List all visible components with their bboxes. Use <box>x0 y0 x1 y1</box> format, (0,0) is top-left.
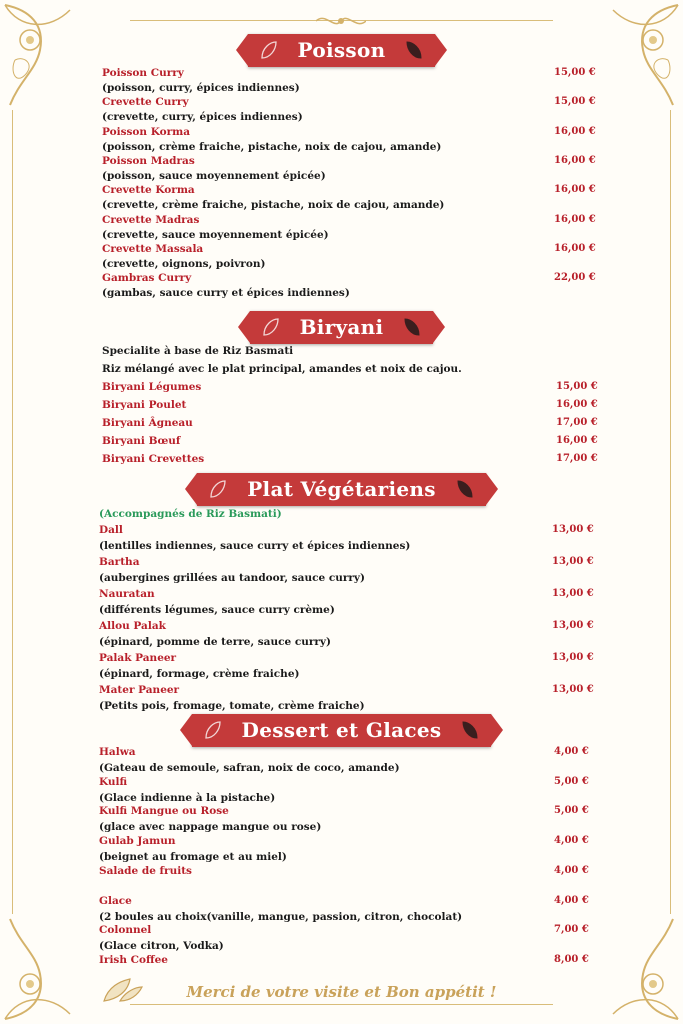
biryani-intro-2: Riz mélangé avec le plat principal, amandes et noix de cajou. <box>102 363 462 375</box>
menu-item-name: Crevette Madras <box>102 213 200 226</box>
menu-item-price: 15,00 € <box>556 381 598 392</box>
menu-item-description: (poisson, crème fraiche, pistache, noix de cajou, amande) <box>102 140 442 153</box>
menu-item-price: 4,00 € <box>554 894 589 906</box>
menu-item-description: (crevette, crème fraiche, pistache, noix de cajou, amande) <box>102 199 445 212</box>
menu-item-price: 7,00 € <box>554 924 589 936</box>
menu-item-description: (gambas, sauce curry et épices indiennes) <box>102 287 350 300</box>
menu-item-price: 5,00 € <box>554 775 589 787</box>
bottom-border-line <box>130 1004 553 1005</box>
menu-item-name: Glace <box>99 894 132 907</box>
menu-item-description: (crevette, sauce moyennement épicée) <box>102 228 329 241</box>
menu-item-price: 13,00 € <box>552 524 594 535</box>
menu-item-name: Dall <box>99 524 123 536</box>
menu-item-name: Crevette Massala <box>102 242 204 255</box>
menu-item-price: 4,00 € <box>554 864 589 876</box>
section-banner-poisson <box>0 34 683 67</box>
menu-item-price: 4,00 € <box>554 746 589 757</box>
menu-item-description: (crevette, oignons, poivron) <box>102 257 266 270</box>
menu-item-name: Salade de fruits <box>99 864 192 877</box>
menu-item-price: 13,00 € <box>552 620 594 631</box>
menu-item-price: 15,00 € <box>554 67 596 78</box>
menu-item-name: Palak Paneer <box>99 652 177 664</box>
vegetarien-note: (Accompagnés de Riz Basmati) <box>99 508 282 520</box>
leaf-icon <box>405 40 423 60</box>
leaf-icon <box>461 720 479 740</box>
ornament-bottom-right-icon <box>603 914 683 1024</box>
menu-item-description: (crevette, curry, épices indiennes) <box>102 111 303 124</box>
menu-item-name: Kulfi <box>99 775 128 788</box>
section-banner-vegetarien <box>0 473 683 506</box>
menu-item-price: 5,00 € <box>554 805 589 817</box>
menu-item-name: Nauratan <box>99 588 155 600</box>
menu-item-price: 8,00 € <box>554 953 589 965</box>
menu-item-name: Gulab Jamun <box>99 835 176 848</box>
menu-item-description: (lentilles indiennes, sauce curry et épices indiennes) <box>99 540 411 552</box>
menu-item-price: 16,00 € <box>556 435 598 446</box>
menu-item-name: Kulfi Mangue ou Rose <box>99 805 229 818</box>
menu-item-name: Gambras Curry <box>102 272 192 285</box>
menu-item-description: (aubergines grillées au tandoor, sauce curry) <box>99 572 365 584</box>
menu-item-name: Biryani Âgneau <box>102 417 193 429</box>
menu-item-price: 13,00 € <box>552 652 594 663</box>
menu-item-description: (épinard, pomme de terre, sauce curry) <box>99 636 332 648</box>
menu-item-price: 13,00 € <box>552 588 594 599</box>
section-title-vegetarien: Plat Végétariens <box>247 477 436 501</box>
menu-item-description: (glace avec nappage mangue ou rose) <box>99 821 322 834</box>
menu-item-name: Irish Coffee <box>99 953 168 966</box>
menu-item-price: 16,00 € <box>554 184 596 196</box>
menu-item-price: 16,00 € <box>554 154 596 166</box>
footer-message: Merci de votre visite et Bon appétit ! <box>186 983 497 1001</box>
section-banner-dessert <box>0 714 683 747</box>
menu-item-description: (poisson, sauce moyennement épicée) <box>102 169 326 182</box>
menu-item-price: 17,00 € <box>556 417 598 428</box>
right-border-line <box>670 110 671 914</box>
menu-item-name: Bartha <box>99 556 140 568</box>
biryani-intro-1: Specialite à base de Riz Basmati <box>102 345 294 357</box>
menu-item-price: 16,00 € <box>556 399 598 410</box>
menu-item-description: (Petits pois, fromage, tomate, crème fraiche) <box>99 700 365 712</box>
leaf-icon <box>262 317 280 337</box>
menu-item-name: Mater Paneer <box>99 684 180 696</box>
menu-item-name: Biryani Légumes <box>102 381 202 393</box>
menu-item-name: Colonnel <box>99 924 152 937</box>
menu-item-name: Poisson Madras <box>102 154 195 167</box>
leaf-icon <box>209 479 227 499</box>
menu-item-price: 13,00 € <box>552 684 594 695</box>
menu-item-price: 17,00 € <box>556 453 598 464</box>
menu-item-price: 4,00 € <box>554 835 589 847</box>
menu-item-description: (épinard, formage, crème fraiche) <box>99 668 300 680</box>
menu-item-description: (différents légumes, sauce curry crème) <box>99 604 335 616</box>
leaf-icon <box>403 317 421 337</box>
section-title-poisson: Poisson <box>297 38 386 62</box>
left-border-line <box>12 110 13 914</box>
menu-item-name: Crevette Curry <box>102 96 189 109</box>
ornament-bottom-left-icon <box>0 914 80 1024</box>
menu-item-name: Poisson Korma <box>102 125 191 138</box>
menu-item-price: 22,00 € <box>554 272 596 284</box>
menu-item-name: Biryani Poulet <box>102 399 187 411</box>
top-center-ornament-icon <box>316 12 366 30</box>
menu-item-description: (2 boules au choix(vanille, mangue, passion, citron, chocolat) <box>99 910 463 923</box>
section-title-biryani: Biryani <box>299 315 384 339</box>
menu-item-price: 15,00 € <box>554 96 596 108</box>
menu-item-name: Crevette Korma <box>102 184 195 197</box>
section-banner-biryani <box>0 311 683 344</box>
menu-item-price: 16,00 € <box>554 125 596 137</box>
leaf-icon <box>260 40 278 60</box>
menu-item-name: Biryani Bœuf <box>102 435 181 447</box>
section-title-dessert: Dessert et Glaces <box>241 718 442 742</box>
menu-item-description: (Glace citron, Vodka) <box>99 940 224 953</box>
leaf-icon <box>204 720 222 740</box>
menu-item-price: 16,00 € <box>554 242 596 254</box>
menu-item-name: Poisson Curry <box>102 67 184 79</box>
menu-item-description: (poisson, curry, épices indiennes) <box>102 82 300 94</box>
menu-item-name: Halwa <box>99 746 136 758</box>
menu-item-description: (beignet au fromage et au miel) <box>99 851 287 864</box>
leaf-icon <box>456 479 474 499</box>
menu-item-description: (Gateau de semoule, safran, noix de coco, amande) <box>99 762 400 774</box>
menu-item-price: 13,00 € <box>552 556 594 567</box>
menu-item-name: Allou Palak <box>99 620 166 632</box>
menu-item-name: Biryani Crevettes <box>102 453 205 465</box>
menu-item-price: 16,00 € <box>554 213 596 225</box>
menu-item-description: (Glace indienne à la pistache) <box>99 791 276 804</box>
